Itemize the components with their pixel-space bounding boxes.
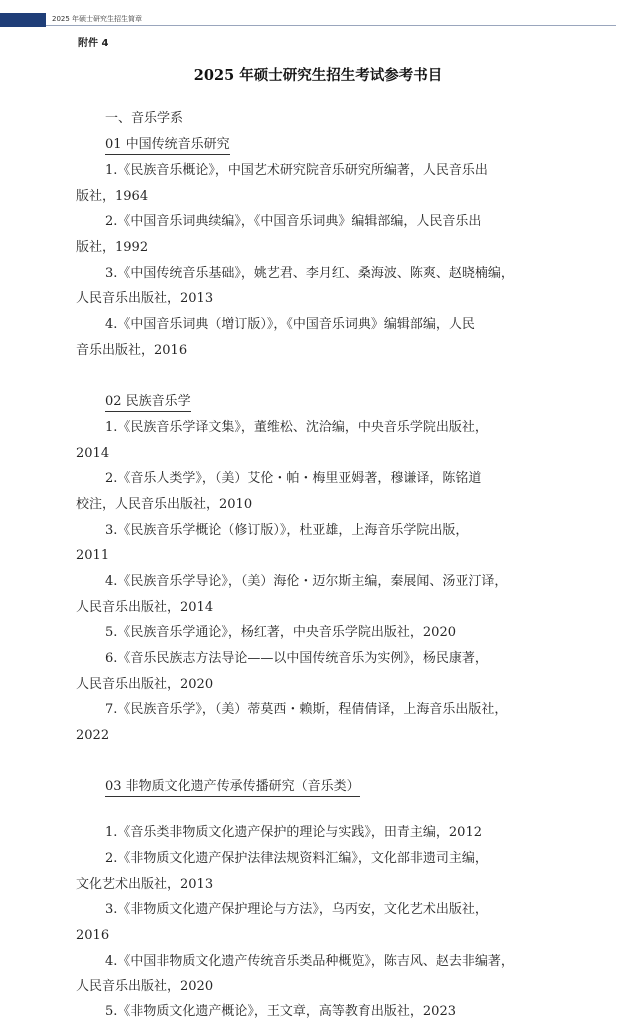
reference-line: 4.《中国非物质文化遗产传统音乐类品种概览》，陈吉风、赵去非编著， — [105, 954, 514, 969]
reference-line: 2011 — [76, 548, 110, 563]
running-header-title: 2025 年硕士研究生招生简章 — [52, 15, 143, 23]
reference-line: 2022 — [76, 728, 110, 743]
document-title: 2025 年硕士研究生招生考试参考书目 — [193, 67, 443, 84]
reference-line: 音乐出版社，2016 — [76, 343, 188, 358]
reference-line: 4.《中国音乐词典（增订版）》，《中国音乐词典》编辑部编，人民 — [105, 317, 475, 332]
reference-line: 1.《音乐类非物质文化遗产保护的理论与实践》，田青主编，2012 — [105, 825, 482, 840]
header-color-strip — [0, 13, 46, 27]
reference-line: 5.《民族音乐学通论》，杨红著，中央音乐学院出版社，2020 — [105, 625, 456, 640]
department-heading: 一、音乐学系 — [105, 111, 184, 126]
header-divider — [46, 25, 616, 26]
reference-line: 1.《民族音乐学译文集》，董维松、沈洽编，中央音乐学院出版社， — [105, 420, 488, 435]
reference-line: 2016 — [76, 928, 110, 943]
reference-line: 版社，1992 — [76, 240, 149, 255]
reference-line: 人民音乐出版社，2020 — [76, 979, 214, 994]
section-heading: 01 中国传统音乐研究 — [105, 136, 230, 155]
reference-line: 6.《音乐民族志方法导论——以中国传统音乐为实例》，杨民康著， — [105, 651, 488, 666]
reference-line: 2014 — [76, 446, 110, 461]
attachment-label: 附件 4 — [78, 38, 109, 49]
section-heading: 02 民族音乐学 — [105, 393, 191, 412]
section-heading: 03 非物质文化遗产传承传播研究（音乐类） — [105, 778, 360, 797]
reference-line: 7.《民族音乐学》，（美）蒂莫西・赖斯，程倩倩译，上海音乐出版社， — [105, 702, 508, 717]
reference-line: 3.《中国传统音乐基础》，姚艺君、李月红、桑海波、陈爽、赵晓楠编， — [105, 266, 514, 281]
reference-line: 5.《非物质文化遗产概论》，王文章，高等教育出版社，2023 — [105, 1004, 456, 1019]
reference-line: 文化艺术出版社，2013 — [76, 877, 214, 892]
reference-line: 人民音乐出版社，2013 — [76, 291, 214, 306]
reference-line: 3.《非物质文化遗产保护理论与方法》，乌丙安，文化艺术出版社， — [105, 902, 488, 917]
reference-line: 4.《民族音乐学导论》，（美）海伦・迈尔斯主编，秦展闻、汤亚汀译， — [105, 574, 508, 589]
reference-line: 1.《民族音乐概论》，中国艺术研究院音乐研究所编著，人民音乐出 — [105, 163, 488, 178]
reference-line: 2.《音乐人类学》，（美）艾伦・帕・梅里亚姆著，穆谦译，陈铭道 — [105, 471, 482, 486]
reference-line: 人民音乐出版社，2020 — [76, 677, 214, 692]
reference-line: 版社，1964 — [76, 189, 149, 204]
reference-line: 人民音乐出版社，2014 — [76, 600, 214, 615]
reference-line: 2.《非物质文化遗产保护法律法规资料汇编》，文化部非遗司主编， — [105, 851, 488, 866]
reference-line: 3.《民族音乐学概论（修订版）》，杜亚雄，上海音乐学院出版， — [105, 523, 469, 538]
reference-line: 2.《中国音乐词典续编》，《中国音乐词典》编辑部编，人民音乐出 — [105, 214, 482, 229]
reference-line: 校注，人民音乐出版社，2010 — [76, 497, 253, 512]
